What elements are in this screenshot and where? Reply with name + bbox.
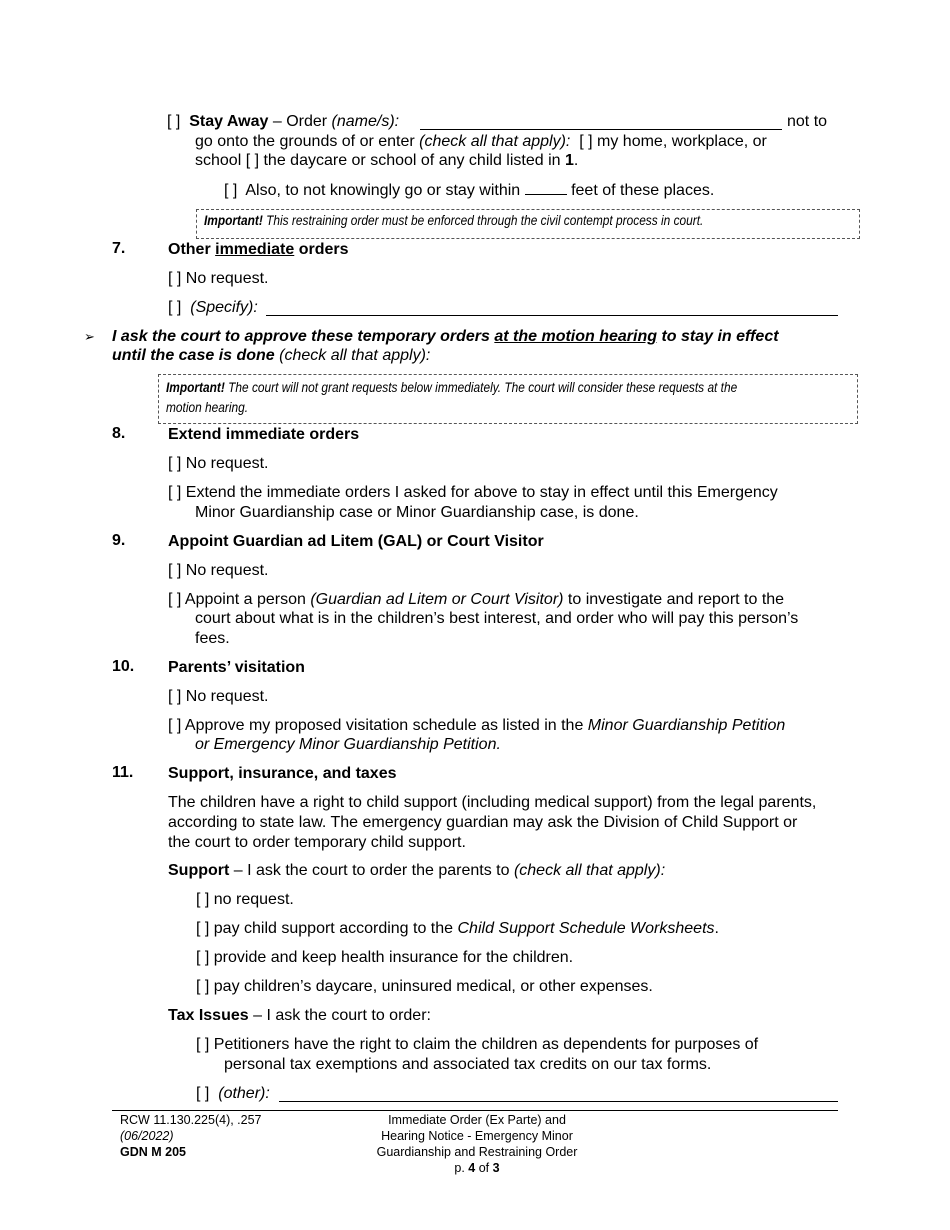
stay-away-line3 bbox=[195, 151, 578, 170]
section-7-no-request[interactable]: [ ] No request. bbox=[168, 270, 269, 287]
section-8-extend-option[interactable]: [ ] Extend the immediate orders I asked for above to stay in effect until this Emergency bbox=[168, 484, 778, 501]
stay-away-period: . bbox=[573, 152, 579, 169]
section-11-para-line3: the court to order temporary child support. bbox=[168, 834, 466, 851]
section-9-title: Appoint Guardian ad Litem (GAL) or Court Visitor bbox=[168, 533, 544, 550]
section-7-specify-label: (Specify): bbox=[190, 299, 258, 316]
tax-other-checkbox[interactable]: [ ] bbox=[196, 1085, 210, 1102]
section-9-appoint-option[interactable] bbox=[168, 590, 784, 609]
support-no-request[interactable]: [ ] no request. bbox=[196, 891, 294, 908]
motion-heading-line2 bbox=[112, 346, 430, 365]
section-10-approve-italic: Minor Guardianship Petition bbox=[587, 717, 786, 734]
stay-away-title: Stay Away bbox=[189, 113, 269, 130]
motion-heading-line2-a: until the case is done bbox=[112, 347, 275, 364]
tax-line bbox=[168, 1006, 431, 1025]
stay-away-also-text: Also, to not knowingly go or stay within bbox=[245, 182, 521, 199]
stay-away-feet-field[interactable] bbox=[525, 180, 567, 195]
footer-title-line3: Guardianship and Restraining Order bbox=[376, 1145, 578, 1159]
tax-label: Tax Issues bbox=[168, 1007, 249, 1024]
section-7-title-a: Other bbox=[168, 241, 211, 258]
stay-away-home-option[interactable]: [ ] my home, workplace, or bbox=[579, 133, 767, 150]
footer-divider bbox=[112, 1110, 838, 1111]
section-9-appoint-c: to investigate and report to the bbox=[567, 591, 785, 608]
footer-date: (06/2022) bbox=[120, 1129, 174, 1143]
section-7-specify bbox=[168, 298, 258, 317]
stay-away-line2 bbox=[195, 132, 767, 151]
footer-center bbox=[337, 1112, 617, 1176]
section-10-no-request[interactable]: [ ] No request. bbox=[168, 688, 269, 705]
section-10-approve-a: [ ] Approve my proposed visitation schedule as listed in the bbox=[168, 717, 584, 734]
section-9-no-request[interactable]: [ ] No request. bbox=[168, 562, 269, 579]
stay-away-also-text2: feet of these places. bbox=[571, 182, 715, 199]
footer-page-prefix: p. bbox=[454, 1161, 465, 1175]
stay-away-daycare-option[interactable]: school [ ] the daycare or school of any child listed in bbox=[195, 152, 561, 169]
motion-heading-a: I ask the court to approve these temporary orders bbox=[112, 328, 490, 345]
support-line bbox=[168, 861, 665, 880]
support-health-insurance[interactable]: [ ] provide and keep health insurance for the children. bbox=[196, 949, 574, 966]
section-11-para-line2: according to state law. The emergency guardian may ask the Division of Child Support or bbox=[168, 814, 798, 831]
footer-form-number: GDN M 205 bbox=[120, 1145, 186, 1159]
stay-away-ref-number: 1 bbox=[564, 152, 574, 169]
tax-other-label: (other): bbox=[218, 1085, 270, 1102]
section-9-number: 9. bbox=[112, 532, 126, 549]
support-daycare-expenses[interactable]: [ ] pay children’s daycare, uninsured medical, or other expenses. bbox=[196, 978, 653, 995]
support-text: – I ask the court to order the parents to bbox=[233, 862, 510, 879]
section-9-appoint-line2: court about what is in the children’s best interest, and order who will pay this person’s bbox=[195, 610, 799, 627]
footer-title-line2: Hearing Notice - Emergency Minor bbox=[381, 1129, 573, 1143]
stay-away-name-label: (name/s): bbox=[331, 113, 400, 130]
support-check-all: (check all that apply): bbox=[513, 862, 666, 879]
section-7-title-underlined: immediate bbox=[215, 241, 295, 258]
stay-away-line2-text: go onto the grounds of or enter bbox=[195, 133, 415, 150]
important-text-motion-2: motion hearing. bbox=[166, 399, 249, 415]
important-text: This restraining order must be enforced through the civil contempt process in court. bbox=[266, 212, 704, 228]
support-child-support-period: . bbox=[714, 920, 719, 937]
footer-page-total: 3 bbox=[492, 1161, 500, 1175]
support-worksheets: Child Support Schedule Worksheets bbox=[457, 920, 715, 937]
stay-away-checkbox[interactable]: [ ] bbox=[167, 113, 181, 130]
important-label-motion: Important! bbox=[166, 379, 225, 395]
section-11-para-line1: The children have a right to child support (including medical support) from the legal parents, bbox=[168, 794, 817, 811]
section-9-appoint-line3: fees. bbox=[195, 630, 230, 647]
footer-rcw: RCW 11.130.225(4), .257 bbox=[120, 1113, 262, 1127]
section-8-extend-line2: Minor Guardianship case or Minor Guardianship case, is done. bbox=[195, 504, 639, 521]
section-10-approve-line2: or Emergency Minor Guardianship Petition. bbox=[195, 736, 501, 753]
footer-page-of: of bbox=[478, 1161, 490, 1175]
important-text-motion-1: The court will not grant requests below immediately. The court will consider these requests at the bbox=[228, 379, 738, 395]
footer-page-number bbox=[337, 1160, 617, 1176]
tax-text: – I ask the court to order: bbox=[253, 1007, 431, 1024]
important-label: Important! bbox=[204, 212, 263, 228]
footer-title-line1: Immediate Order (Ex Parte) and bbox=[388, 1113, 566, 1127]
section-11-number: 11. bbox=[112, 764, 134, 781]
section-10-title: Parents’ visitation bbox=[168, 659, 305, 676]
important-note-stay-away bbox=[196, 209, 860, 239]
tax-other-field[interactable] bbox=[279, 1101, 838, 1102]
important-note-motion bbox=[158, 374, 858, 424]
motion-heading-b: to stay in effect bbox=[661, 328, 779, 345]
support-child-support-a: [ ] pay child support according to the bbox=[196, 920, 454, 937]
section-7-number: 7. bbox=[112, 240, 126, 257]
footer-page-current: 4 bbox=[468, 1161, 476, 1175]
support-child-support[interactable] bbox=[196, 919, 719, 938]
arrow-bullet-icon: ➢ bbox=[84, 329, 95, 344]
section-9-appoint-a: [ ] Appoint a person bbox=[168, 591, 306, 608]
motion-heading-line1 bbox=[112, 327, 779, 346]
motion-heading-line2-b: (check all that apply): bbox=[279, 347, 431, 364]
stay-away-not-to: not to bbox=[787, 113, 828, 130]
section-11-title: Support, insurance, and taxes bbox=[168, 765, 397, 782]
section-7-specify-field[interactable] bbox=[266, 315, 838, 316]
stay-away-also-checkbox[interactable]: [ ] bbox=[224, 182, 238, 199]
tax-petitioners-option[interactable]: [ ] Petitioners have the right to claim the children as dependents for purposes of bbox=[196, 1036, 759, 1053]
stay-away-name-field[interactable] bbox=[420, 129, 782, 130]
section-8-title: Extend immediate orders bbox=[168, 426, 360, 443]
stay-away-check-all: (check all that apply): bbox=[419, 133, 571, 150]
motion-heading-underlined: at the motion hearing bbox=[494, 328, 658, 345]
section-7-specify-checkbox[interactable]: [ ] bbox=[168, 299, 182, 316]
section-10-number: 10. bbox=[112, 658, 135, 675]
stay-away-line1 bbox=[167, 112, 399, 131]
section-8-number: 8. bbox=[112, 425, 126, 442]
stay-away-order-text: – Order bbox=[272, 113, 328, 130]
support-label: Support bbox=[168, 862, 230, 879]
section-7-title bbox=[168, 240, 349, 259]
tax-other bbox=[196, 1084, 270, 1103]
tax-petitioners-line2: personal tax exemptions and associated tax credits on our tax forms. bbox=[224, 1056, 712, 1073]
section-7-title-b: orders bbox=[298, 241, 349, 258]
section-10-approve-option[interactable] bbox=[168, 716, 785, 735]
section-8-no-request[interactable]: [ ] No request. bbox=[168, 455, 269, 472]
footer-left bbox=[120, 1112, 262, 1160]
stay-away-also-line bbox=[224, 180, 714, 200]
section-9-appoint-italic: (Guardian ad Litem or Court Visitor) bbox=[310, 591, 564, 608]
